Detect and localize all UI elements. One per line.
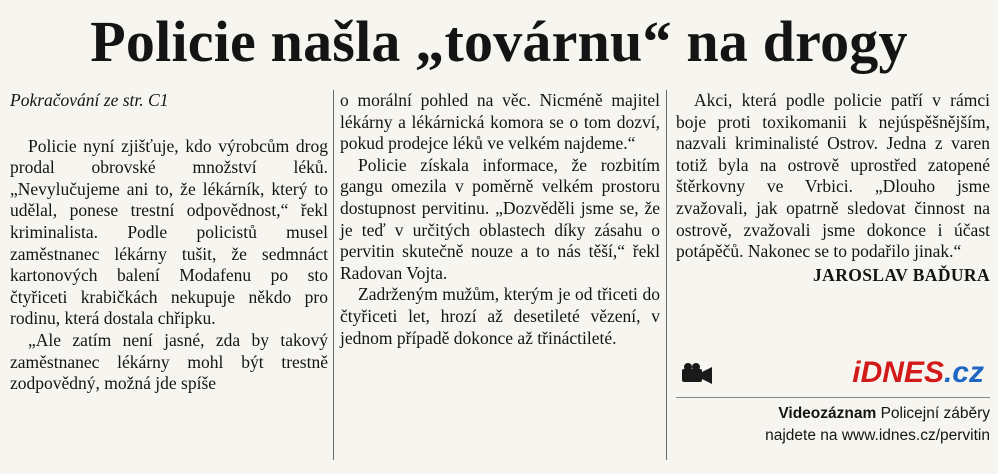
logo-text-domain: .cz <box>943 356 984 389</box>
column-2 <box>340 90 660 349</box>
logo-text-main: iDNES <box>852 356 944 389</box>
column-divider <box>333 90 334 460</box>
promo-label: Videozáznam <box>778 405 877 422</box>
promo-label-rest: Policejní záběry <box>876 405 990 422</box>
author-byline: JAROSLAV BAĎURA <box>813 264 990 285</box>
column-3 <box>676 90 990 286</box>
promo-link[interactable]: najdete na www.idnes.cz/pervitin <box>765 427 990 444</box>
promo-text <box>696 403 990 447</box>
continuation-note: Pokračování ze str. C1 <box>10 90 169 110</box>
paragraph: „Ale zatím není jasné, zda by takový zaměstnanec lékárny mohl být trestně zodpovědný, možná jde spíše <box>10 329 328 394</box>
paragraph: Akci, která podle policie patří v rámci boje proti toxikomanii k nejúspěšnějším, nazvali kriminalisté Ostrov. Jedna z varen totiž byla na ostrově uprostřed zatopené štěrkovny ve Vrbici. „Dlouho jsme zvažovali, jak opatrně sledovat činnost na ostrově, zvažovali jsme dokonce i účast potápěčů. Nakonec se to podařilo jinak.“ <box>676 90 990 262</box>
paragraph: Zadrženým mužům, kterým je od třiceti do čtyřiceti let, hrozí až desetileté vězení, v jednom případě dokonce až třináctileté. <box>340 284 660 348</box>
column-1 <box>10 90 328 395</box>
video-promo[interactable] <box>676 350 990 466</box>
column-divider <box>666 90 667 460</box>
headline: Policie našla „továrnu“ na drogy <box>90 9 908 74</box>
idnes-logo[interactable] <box>852 356 984 390</box>
paragraph: Policie získala informace, že rozbitím gangu omezila v poměrně velkém prostoru dostupnost pervitinu. „Dozvěděli jsme se, že je teď v určitých oblastech díky zásahu o pervitin skutečně nouze a to nás těší,“ řekl Radovan Vojta. <box>340 154 660 283</box>
paragraph: o morální pohled na věc. Nicméně majitel lékárny a lékárnická komora se o tom dozví, pokud prodejce léků ve velkém najdeme.“ <box>340 90 660 154</box>
paragraph: Policie nyní zjišťuje, kdo výrobcům drog prodal obrovské množství léků. „Nevylučujeme ani to, že lékárník, který to udělal, ponese trestní odpovědnost,“ řekl kriminalista. Podle policistů musel zaměstnanec lékárny tušit, že sedmnáct kartonových balení Modafenu po sto čtyřiceti krabičkách nekupuje někdo pro rodinu, která dostala chřipku. <box>10 135 328 329</box>
video-camera-icon <box>680 362 714 386</box>
promo-divider <box>676 397 990 398</box>
